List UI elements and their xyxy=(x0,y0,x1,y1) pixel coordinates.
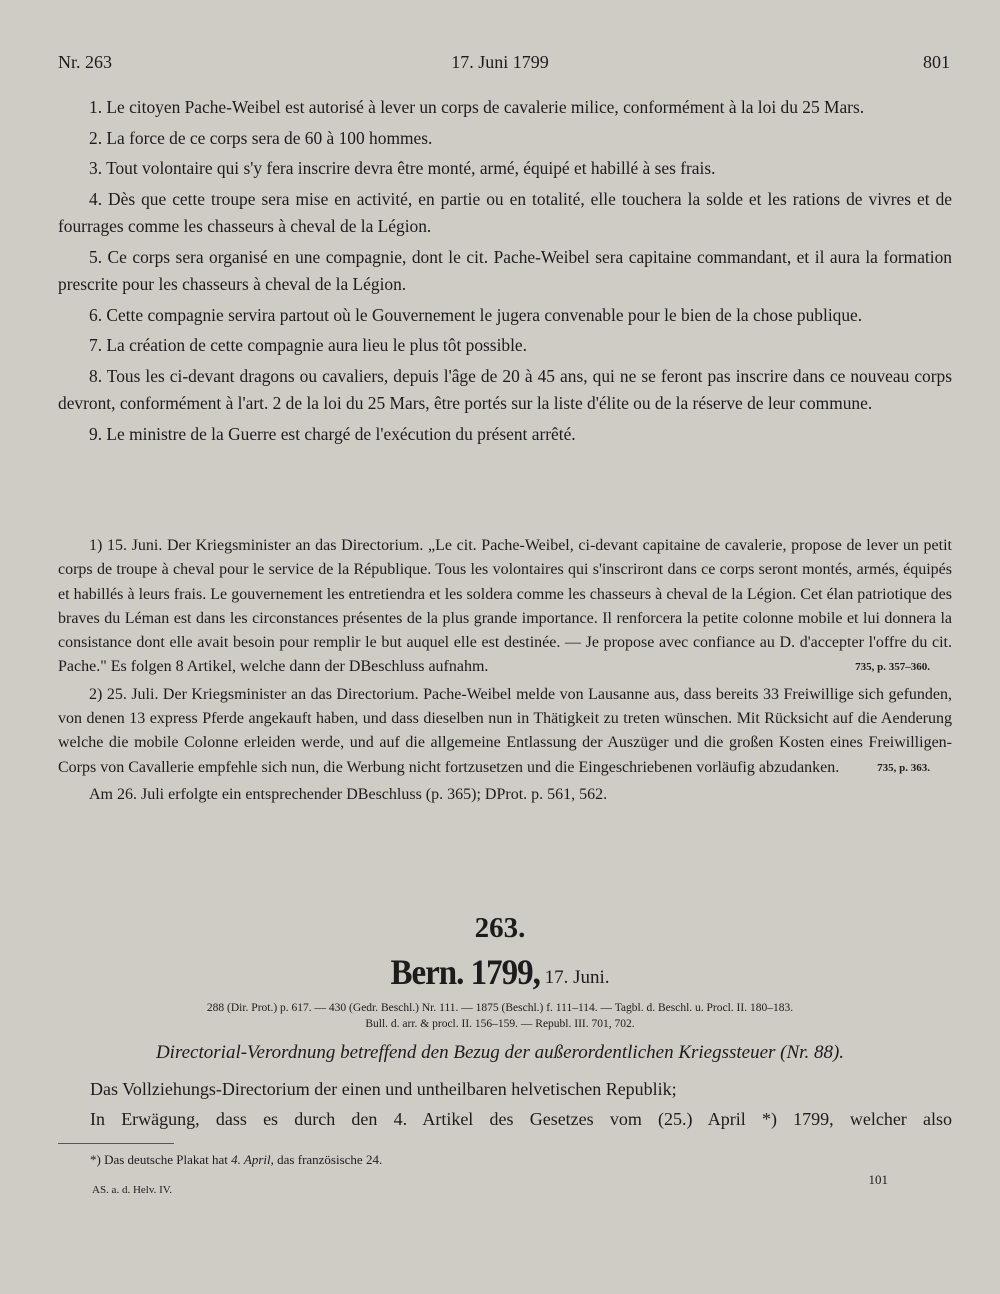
article-7: 7. La création de cette compagnie aura lieu le plus tôt possible. xyxy=(89,335,527,355)
article-6: 6. Cette compagnie servira partout où le Gouvernement le jugera convenable pour le bien de la chose publique. xyxy=(89,304,863,325)
note-2 xyxy=(58,683,952,780)
page-header-number: Nr. 263 xyxy=(58,52,112,72)
footnote-divider xyxy=(58,1143,174,1144)
source-references-1: 288 (Dir. Prot.) p. 617. — 430 (Gedr. Beschl.) Nr. 111. — 1875 (Beschl.) f. 111–114. — Tagbl. d. Beschl. u. Procl. II. 180–183. xyxy=(206,1002,794,1014)
notes-block xyxy=(58,534,952,810)
note-2-reference: 735, p. 363. xyxy=(877,761,930,774)
page-header-date: 17. Juni 1799 xyxy=(451,52,549,72)
footnote-suffix: das französische 24. xyxy=(277,1152,383,1167)
article-9: 9. Le ministre de la Guerre est chargé de l'exécution du présent arrêté. xyxy=(89,423,576,444)
sheet-number: 101 xyxy=(868,1172,888,1187)
article-3: 3. Tout volontaire qui s'y fera inscrire devra être monté, armé, équipé et habillé à ses frais. xyxy=(89,158,716,178)
document-number: 263. xyxy=(474,912,526,944)
place-year: Bern. 1799, xyxy=(390,953,540,993)
page-number: 801 xyxy=(923,52,950,72)
footnote xyxy=(90,1152,382,1168)
article-5: 5. Ce corps sera organisé en une compagnie, dont le cit. Pache-Weibel sera capitaine commandant, et il aura la formation prescrite pour les chasseurs à cheval de la Légion. xyxy=(58,246,952,294)
place-date-line xyxy=(0,955,1000,992)
article-2: 2. La force de ce corps sera de 60 à 100 hommes. xyxy=(89,127,433,148)
article-8: 8. Tous les ci-devant dragons ou cavaliers, depuis l'âge de 20 à 45 ans, qui ne se feront pas inscrire dans ce nouveau corps devront, conformément à l'art. 2 de la loi du 25 Mars, être portés sur la liste d'élite ou de la réserve de leur commune. xyxy=(58,365,952,413)
note-1-text: 1) 15. Juni. Der Kriegsminister an das Directorium. „Le cit. Pache-Weibel, ci-devant capitaine de cavalerie, propose de lever un petit corps de troupe à cheval pour le service de la République. Tous les volontaires qui s'inscriront dans ce corps seront montés, armés, équipés et habillés à leurs frais. Le gouvernement les entretiendra et les soldera comme les chasseurs à cheval de la Légion. Cet élan patriotique des braves du Léman est dans les circonstances présentes de la plus grande importance. Il renforcera la petite colonne mobile et lui donnera la consistance dont elle avait besoin pour remplir le but auquel elle est destinée. — Je propose avec confiance au D. d'accepter l'offre du cit. Pache." Es folgen 8 Artikel, welche dann der DBeschluss aufnahm. xyxy=(58,537,952,676)
note-1-reference: 735, p. 357–360. xyxy=(855,661,930,674)
note-2-text: 2) 25. Juli. Der Kriegsminister an das Directorium. Pache-Weibel melde von Lausanne aus, dass bereits 33 Freiwillige sich gefunden, von denen 13 express Pferde angekauft haben, und dass dieselben nun in Thätigkeit zu treten wünschen. Mit Rücksicht auf die Aenderung welche die mobile Colonne erleiden werde, und auf die allgemeine Entlassung der Auszüger und die großen Kosten eines Freiwilligen-Corps von Cavallerie empfehle sich nun, die Werbung nicht fortzusetzen und die Eingeschriebenen vorläufig abzudanken. xyxy=(58,685,952,776)
article-1: 1. Le citoyen Pache-Weibel est autorisé à lever un corps de cavalerie milice, conformément à la loi du 25 Mars. xyxy=(89,97,865,117)
source-references-2: Bull. d. arr. & procl. II. 156–159. — Republ. III. 701, 702. xyxy=(365,1018,635,1030)
note-3 xyxy=(58,783,952,807)
preamble-line-2: In Erwägung, dass es durch den 4. Artikel des Gesetzes vom (25.) April *) 1799, welcher also xyxy=(90,1109,952,1129)
footnote-italic: 4. April, xyxy=(231,1152,274,1167)
footnote-prefix: *) Das deutsche Plakat hat xyxy=(90,1152,228,1167)
note-1 xyxy=(58,534,952,680)
ordinance-title: Directorial-Verordnung betreffend den Bezug der außerordentlichen Kriegssteuer (Nr. 88). xyxy=(155,1042,845,1063)
printer-signature: AS. a. d. Helv. IV. xyxy=(92,1184,173,1196)
note-3-text: Am 26. Juli erfolgte ein entsprechender DBeschluss (p. 365); DProt. p. 561, 562. xyxy=(89,785,608,803)
article-4: 4. Dès que cette troupe sera mise en activité, en partie ou en totalité, elle touchera la solde et les rations de vivres et de fourrages comme les chasseurs à cheval de la Légion. xyxy=(58,188,952,236)
document-date: 17. Juni. xyxy=(544,967,610,988)
articles-block xyxy=(58,94,952,451)
preamble-line-1: Das Vollziehungs-Directorium der einen und untheilbaren helvetischen Republik; xyxy=(90,1079,677,1099)
